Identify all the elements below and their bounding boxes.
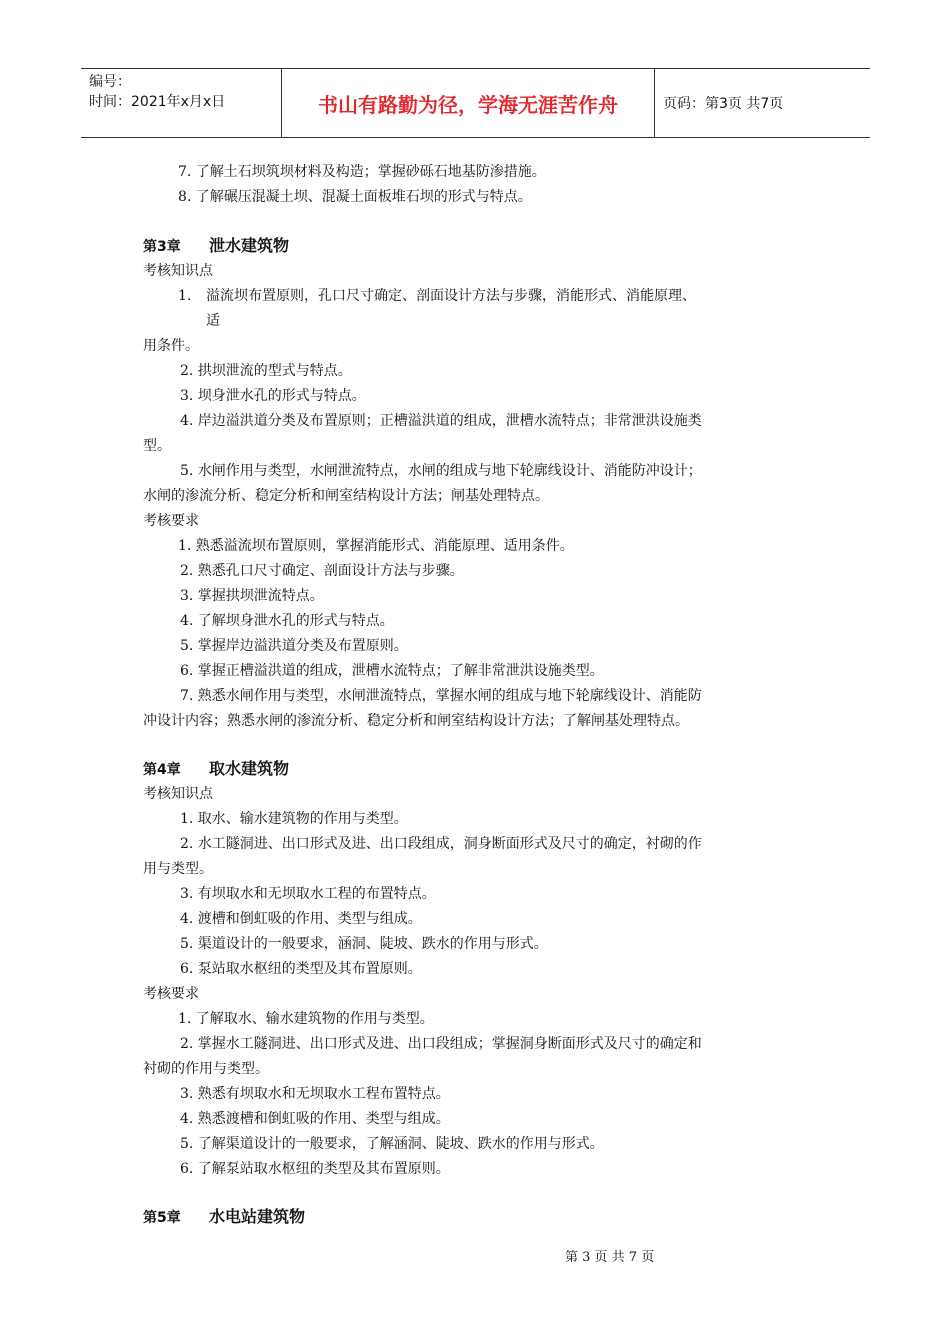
list-item: 7. 熟悉水闸作用与类型，水闸泄流特点，掌握水闸的组成与地下轮廓线设计、消能防: [180, 688, 702, 704]
list-item: 3. 熟悉有坝取水和无坝取水工程布置特点。: [180, 1086, 450, 1102]
list-item: 4. 岸边溢洪道分类及布置原则；正槽溢洪道的组成，泄槽水流特点；非常泄洪设施类: [180, 413, 702, 429]
chapter-heading: [143, 1208, 305, 1227]
header-page-info: 页码：第3页 共7页: [663, 96, 784, 112]
chapter-title: 水电站建筑物: [209, 1207, 306, 1226]
chapter-heading: [143, 237, 289, 256]
list-item: 5. 水闸作用与类型，水闸泄流特点，水闸的组成与地下轮廓线设计、消能防冲设计；: [180, 463, 702, 479]
list-item-continuation: 衬砌的作用与类型。: [143, 1061, 269, 1077]
list-item: 5. 渠道设计的一般要求，涵洞、陡坡、跌水的作用与形式。: [180, 936, 548, 952]
list-item: 2. 掌握水工隧洞进、出口形式及进、出口段组成；掌握洞身断面形式及尺寸的确定和: [180, 1036, 702, 1052]
chapter-title: 泄水建筑物: [209, 236, 290, 255]
list-item: 7. 了解土石坝筑坝材料及构造；掌握砂砾石地基防渗措施。: [178, 164, 546, 180]
header-motto: 书山有路勤为径，学海无涯苦作舟: [282, 69, 655, 137]
list-item: 2. 熟悉孔口尺寸确定、剖面设计方法与步骤。: [180, 563, 464, 579]
list-item-continuation: 水闸的渗流分析、稳定分析和闸室结构设计方法；闸基处理特点。: [143, 488, 549, 504]
chapter-number: 第3章: [143, 239, 181, 255]
header-meta: [81, 69, 282, 137]
list-item: 2. 拱坝泄流的型式与特点。: [180, 363, 352, 379]
list-item-continuation: 冲设计内容；熟悉水闸的渗流分析、稳定分析和闸室结构设计方法；了解闸基处理特点。: [143, 713, 689, 729]
list-item: 6. 了解泵站取水枢纽的类型及其布置原则。: [180, 1161, 450, 1177]
section-label: 考核要求: [143, 986, 199, 1002]
list-item-continuation: 用条件。: [143, 338, 199, 354]
list-item: 2. 水工隧洞进、出口形式及进、出口段组成，洞身断面形式及尺寸的确定，衬砌的作: [180, 836, 702, 852]
list-item-continuation: 用与类型。: [143, 861, 213, 877]
list-item: 5. 了解渠道设计的一般要求，了解涵洞、陡坡、跌水的作用与形式。: [180, 1136, 604, 1152]
list-item: 6. 泵站取水枢纽的类型及其布置原则。: [180, 961, 422, 977]
list-item: 3. 掌握拱坝泄流特点。: [180, 588, 324, 604]
list-item: 3. 坝身泄水孔的形式与特点。: [180, 388, 366, 404]
list-item-wrap: 适: [206, 313, 220, 329]
section-label: 考核知识点: [143, 786, 213, 802]
list-item: 5. 掌握岸边溢洪道分类及布置原则。: [180, 638, 408, 654]
time-label: 时间：2021年x月x日: [89, 94, 226, 110]
list-item: 4. 熟悉渡槽和倒虹吸的作用、类型与组成。: [180, 1111, 450, 1127]
list-item-number: 1.: [178, 288, 192, 304]
list-item: 溢流坝布置原则，孔口尺寸确定、剖面设计方法与步骤，消能形式、消能原理、: [206, 288, 696, 304]
list-item: 4. 渡槽和倒虹吸的作用、类型与组成。: [180, 911, 422, 927]
list-item-continuation: 型。: [143, 438, 171, 454]
chapter-number: 第5章: [143, 1210, 181, 1226]
chapter-heading: [143, 760, 289, 779]
section-label: 考核知识点: [143, 263, 213, 279]
list-item: 8. 了解碾压混凝土坝、混凝土面板堆石坝的形式与特点。: [178, 189, 532, 205]
list-item: 1. 取水、输水建筑物的作用与类型。: [180, 811, 408, 827]
list-item: 1. 了解取水、输水建筑物的作用与类型。: [178, 1011, 434, 1027]
footer-page-number: 第 3 页 共 7 页: [565, 1250, 655, 1265]
list-item: 1. 熟悉溢流坝布置原则，掌握消能形式、消能原理、适用条件。: [178, 538, 574, 554]
list-item: 3. 有坝取水和无坝取水工程的布置特点。: [180, 886, 436, 902]
code-label: 编号：: [89, 74, 131, 90]
list-item: 4. 了解坝身泄水孔的形式与特点。: [180, 613, 394, 629]
chapter-number: 第4章: [143, 762, 181, 778]
section-label: 考核要求: [143, 513, 199, 529]
list-item: 6. 掌握正槽溢洪道的组成，泄槽水流特点；了解非常泄洪设施类型。: [180, 663, 604, 679]
page-header: [81, 68, 870, 138]
chapter-title: 取水建筑物: [209, 759, 290, 778]
